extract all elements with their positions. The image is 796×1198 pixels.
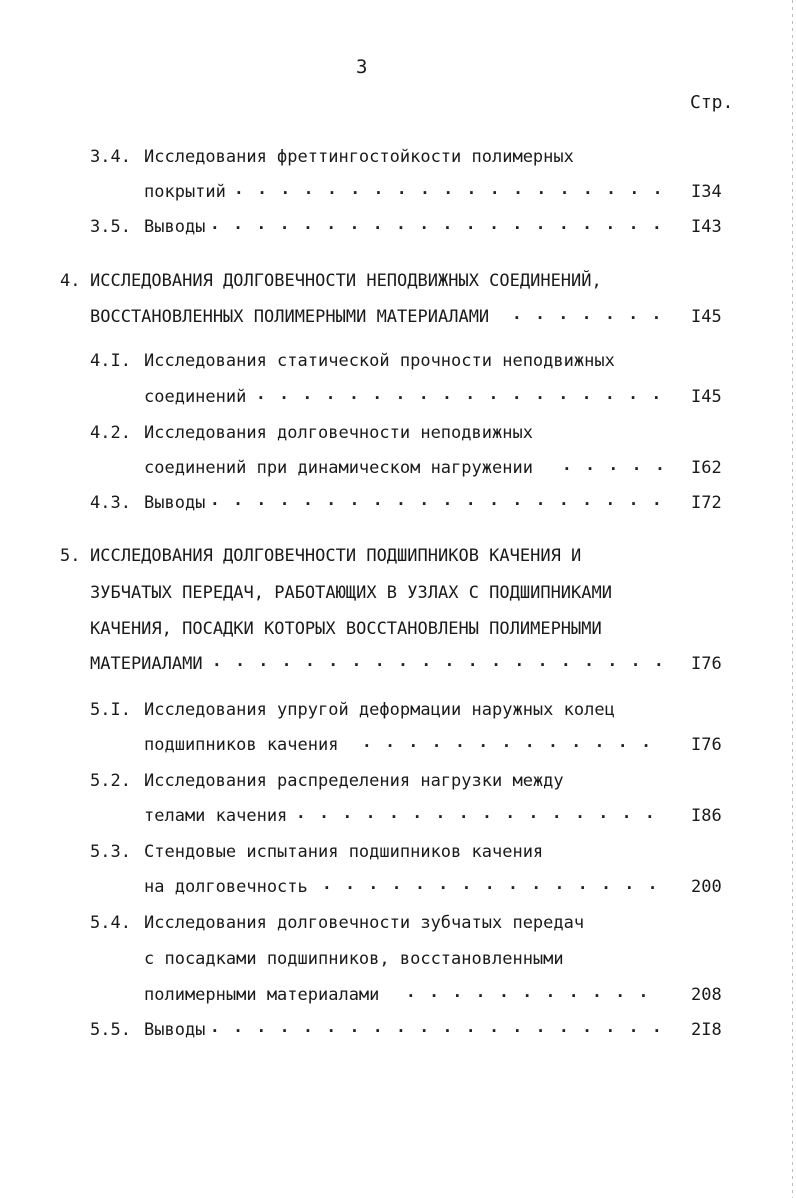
dot-leader (212, 651, 664, 677)
toc-entry-title-line: МАТЕРИАЛАМИ (90, 654, 203, 674)
toc-entry-page: I45 (691, 387, 722, 407)
dot-leader (362, 732, 664, 758)
toc-entry-title-line: с посадками подшипников, восстановленными (144, 949, 564, 969)
dot-leader (562, 455, 664, 481)
toc-entry-4-1 (90, 348, 615, 374)
toc-entry-title-line: Исследования фреттингостойкости полимерных (144, 147, 574, 167)
toc-entry-title-line: на долговечность (144, 877, 308, 897)
toc-entry-title-line: Исследования статической прочности неподвижных (144, 351, 615, 371)
toc-entry-page: I76 (691, 735, 722, 755)
toc-entry-page: I34 (691, 182, 722, 202)
toc-entry-title-line: ВОССТАНОВЛЕННЫХ ПОЛИМЕРНЫМИ МАТЕРИАЛАМИ (90, 307, 490, 327)
toc-entry-4-3 (90, 490, 206, 516)
toc-entry-title-line: телами качения (144, 806, 288, 826)
toc-entry-5-1 (90, 697, 615, 723)
toc-entry-title-line: ИССЛЕДОВАНИЯ ДОЛГОВЕЧНОСТИ ПОДШИПНИКОВ КАЧЕНИЯ И (90, 546, 582, 566)
toc-entry-page: 2I8 (691, 1020, 722, 1040)
toc-entry-number: 5.I. (90, 700, 131, 720)
dot-leader (322, 874, 664, 900)
toc-entry-number: 3.5. (90, 217, 131, 237)
dot-leader (210, 490, 664, 516)
toc-entry-number: 5. (60, 546, 81, 566)
dot-leader (512, 304, 664, 330)
toc-entry-page: I76 (691, 654, 722, 674)
toc-entry-title-line: Исследования долговечности неподвижных (144, 423, 533, 443)
toc-entry-title-line: соединений при динамическом нагружении (144, 458, 533, 478)
toc-entry-page: I43 (691, 217, 722, 237)
toc-entry-page: I62 (691, 458, 722, 478)
dot-leader (210, 214, 664, 240)
toc-entry-title-line: Выводы (144, 493, 206, 513)
toc-entry-title-line: Выводы (144, 217, 206, 237)
toc-entry-title-line: Стендовые испытания подшипников качения (144, 842, 544, 862)
page-number: 3 (356, 56, 368, 78)
toc-entry-number: 4.I. (90, 351, 131, 371)
toc-entry-title-line: Исследования упругой деформации наружных колец (144, 700, 615, 720)
toc-chapter-5 (60, 543, 582, 569)
toc-entry-page: 208 (691, 985, 722, 1005)
toc-entry-title-line: покрытий (144, 182, 226, 202)
toc-entry-number: 4. (60, 271, 81, 291)
dot-leader (256, 384, 664, 410)
toc-entry-title-line: Исследования долговечности зубчатых передач (144, 913, 585, 933)
toc-entry-number: 4.2. (90, 423, 131, 443)
toc-entry-number: 3.4. (90, 147, 131, 167)
toc-entry-5-3 (90, 839, 544, 865)
toc-entry-4-2 (90, 420, 533, 446)
toc-entry-page: I45 (691, 307, 722, 327)
toc-entry-title-line: полимерными материалами (144, 985, 380, 1005)
dot-leader (406, 982, 664, 1008)
dot-leader (234, 179, 664, 205)
dot-leader (296, 803, 664, 829)
toc-entry-number: 5.3. (90, 842, 131, 862)
toc-entry-number: 5.4. (90, 913, 131, 933)
toc-entry-number: 4.3. (90, 493, 131, 513)
toc-entry-title-line: ИССЛЕДОВАНИЯ ДОЛГОВЕЧНОСТИ НЕПОДВИЖНЫХ СОЕДИНЕНИЙ, (90, 271, 602, 291)
toc-entry-5-5 (90, 1017, 206, 1043)
toc-entry-3-4 (90, 144, 574, 170)
toc-entry-5-2 (90, 768, 564, 794)
toc-entry-page: I86 (691, 806, 722, 826)
toc-entry-5-4 (90, 910, 585, 936)
dot-leader (210, 1017, 664, 1043)
toc-entry-3-5 (90, 214, 206, 240)
toc-entry-title-line: ЗУБЧАТЫХ ПЕРЕДАЧ, РАБОТАЮЩИХ В УЗЛАХ С ПОДШИПНИКАМИ (90, 583, 612, 603)
toc-entry-number: 5.5. (90, 1020, 131, 1040)
toc-entry-title-line: подшипников качения (144, 735, 339, 755)
toc-entry-title-line: Выводы (144, 1020, 206, 1040)
toc-entry-page: I72 (691, 493, 722, 513)
toc-entry-title-line: КАЧЕНИЯ, ПОСАДКИ КОТОРЫХ ВОССТАНОВЛЕНЫ ПОЛИМЕРНЫМИ (90, 619, 602, 639)
scan-edge-line (792, 0, 793, 1198)
toc-entry-title-line: Исследования распределения нагрузки между (144, 771, 564, 791)
toc-entry-page: 200 (691, 877, 722, 897)
toc-chapter-4 (60, 268, 602, 294)
toc-entry-title-line: соединений (144, 387, 247, 407)
toc-entry-number: 5.2. (90, 771, 131, 791)
page-column-header: Стр. (690, 92, 734, 113)
